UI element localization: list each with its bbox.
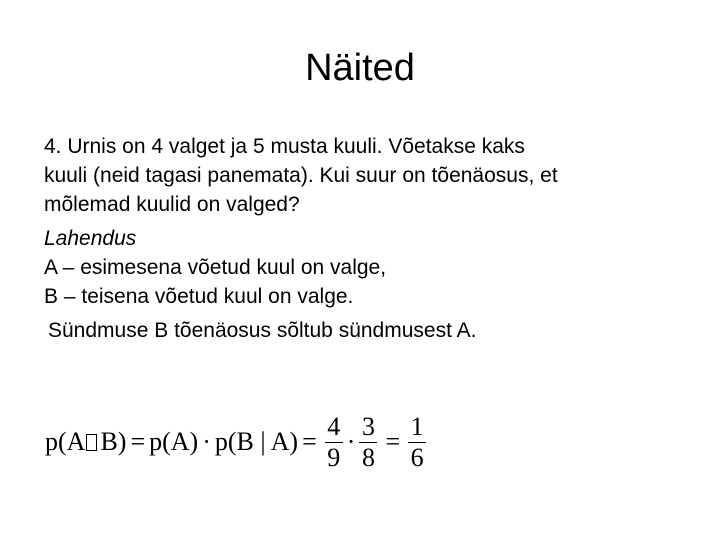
slide-body: [44, 132, 684, 345]
probability-formula: [45, 402, 430, 482]
missing-glyph-box: [86, 434, 97, 451]
slide-title: Näited: [305, 47, 415, 89]
equals-sign: =: [130, 427, 146, 456]
equals-sign: =: [385, 427, 401, 456]
multiplication-dot: ·: [346, 427, 356, 456]
event-a-definition: A – esimesena võetud kuul on valge,: [44, 256, 387, 279]
dependency-note: Sündmuse B tõenäosus sõltub sündmusest A.: [48, 319, 477, 342]
fraction-4-9: [325, 412, 343, 473]
fraction-numerator: 1: [410, 411, 424, 441]
problem-statement: [44, 132, 684, 219]
formula-term-pba: p(B | A): [214, 427, 299, 456]
problem-line: kuuli (neid tagasi panemata). Kui suur on tõenäosus, et: [44, 164, 558, 187]
formula-term-pa: p(A): [149, 427, 199, 456]
fraction-numerator: 4: [327, 411, 341, 441]
fraction-denominator: 6: [410, 442, 424, 472]
fraction-numerator: 3: [361, 411, 375, 441]
event-b-definition: B – teisena võetud kuul on valge.: [44, 285, 354, 308]
equals-sign: =: [302, 427, 317, 456]
problem-line: 4. Urnis on 4 valget ja 5 musta kuuli. Võetakse kaks: [44, 135, 525, 158]
formula-lhs-close: B): [100, 427, 127, 456]
fraction-1-6: [408, 412, 426, 473]
fraction-denominator: 9: [327, 442, 341, 472]
solution-heading: Lahendus: [44, 227, 137, 250]
multiplication-dot: ·: [202, 427, 211, 456]
problem-line: mõlemad kuulid on valged?: [44, 193, 300, 216]
fraction-3-8: [359, 412, 377, 473]
formula-lhs-open: p(A: [45, 427, 86, 456]
fraction-denominator: 8: [361, 442, 375, 472]
